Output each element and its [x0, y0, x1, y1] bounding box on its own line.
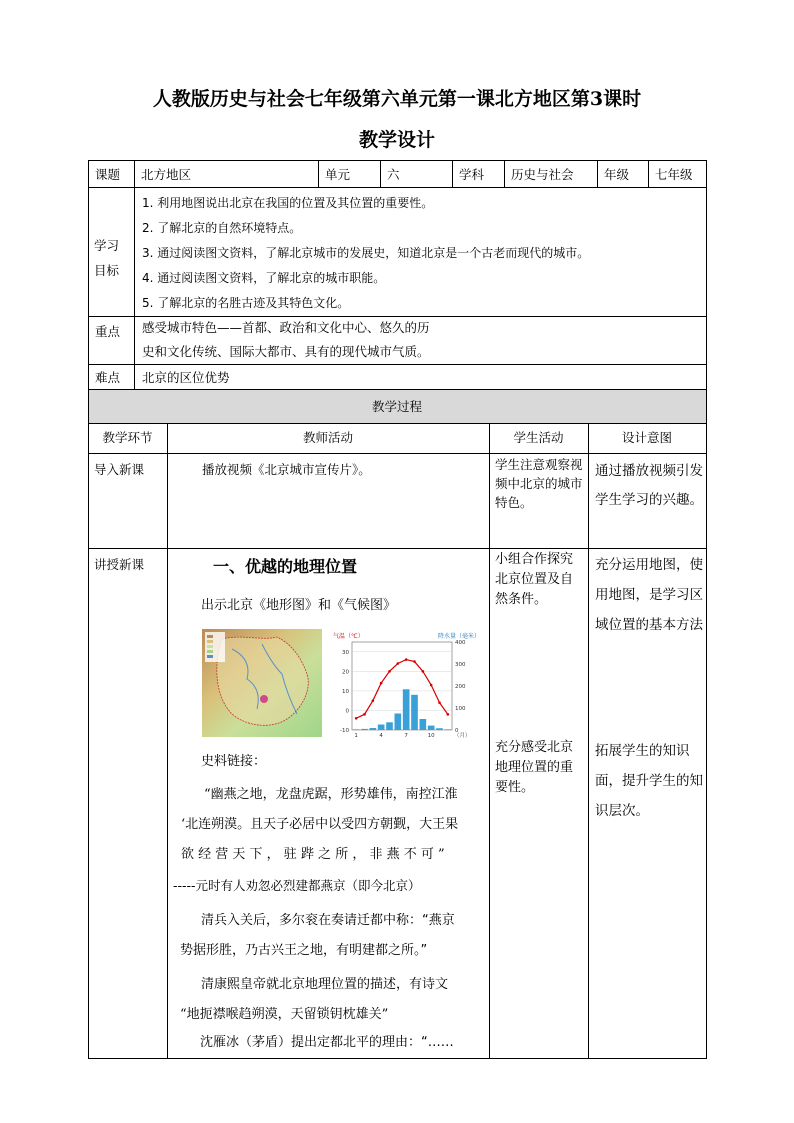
- precip-tick-label: 200: [455, 684, 466, 690]
- temperature-point: [438, 701, 441, 704]
- precip-bar: [411, 695, 418, 730]
- temperature-point: [413, 660, 416, 663]
- goal-item: 5. 了解北京的名胜古迹及其特色文化。: [142, 296, 350, 310]
- precip-tick-label: 100: [455, 706, 466, 712]
- temperature-point: [447, 713, 450, 716]
- quote1-line: “幽燕之地，龙盘虎踞，形势雄伟，南控江淮: [204, 787, 458, 802]
- goal-item: 1. 利用地图说出北京在我国的位置及其位置的重要性。: [142, 196, 434, 210]
- goals-list: [142, 191, 704, 316]
- month-tick-label: 10: [427, 733, 435, 739]
- quote3-line: 清康熙皇帝就北京地理位置的描述，有诗文: [201, 977, 449, 992]
- lesson-intent-1: 充分运用地图，使用地图，是学习区域位置的基本方法: [595, 557, 703, 633]
- unit-value: 六: [387, 167, 400, 182]
- intro-teacher: 播放视频《北京城市宣传片》。: [202, 462, 371, 477]
- difficulty-value: 北京的区位优势: [142, 370, 230, 385]
- quote1: [181, 780, 484, 870]
- table-line: [134, 160, 135, 389]
- goals-label-line1: 学习: [94, 238, 120, 253]
- temperature-point: [355, 717, 358, 720]
- temperature-point: [372, 699, 375, 702]
- temperature-point: [388, 670, 391, 673]
- document-subtitle: 教学设计: [358, 129, 435, 151]
- temperature-point: [422, 670, 425, 673]
- subject-value: 历史与社会: [511, 167, 574, 182]
- intro-student: 学生注意观察视频中北京的城市特色。: [495, 457, 583, 510]
- temperature-point: [405, 658, 408, 661]
- temp-tick-label: 20: [342, 669, 349, 676]
- table-line: [88, 160, 89, 1059]
- subject-label: 学科: [459, 167, 485, 182]
- key-point-line1: 感受城市特色——首都、政治和文化中心、悠久的历: [142, 320, 430, 335]
- goal-item: 4. 通过阅读图文资料，了解北京的城市职能。: [142, 271, 386, 285]
- unit-label: 单元: [325, 167, 351, 182]
- temp-tick-label: 30: [342, 649, 349, 656]
- precip-bar: [403, 689, 410, 730]
- temperature-point: [397, 662, 400, 665]
- precip-bar: [436, 728, 443, 730]
- difficulty-label: 难点: [95, 370, 121, 385]
- precip-tick-label: 300: [455, 662, 466, 668]
- materials-title: 史料链接：: [201, 754, 267, 769]
- temp-tick-label: 10: [342, 688, 349, 695]
- month-tick-label: 7: [404, 733, 408, 739]
- table-line: [88, 423, 707, 424]
- temperature-point: [430, 684, 433, 687]
- quote2: [180, 906, 485, 966]
- precip-bar: [378, 725, 385, 731]
- section-title: 一、优越的地理位置: [213, 557, 358, 576]
- goals-label: [94, 233, 119, 283]
- col-header-teacher: 教师活动: [302, 430, 353, 445]
- precip-bar: [370, 728, 377, 730]
- lesson-stage: 讲授新课: [94, 557, 145, 572]
- goals-label-line2: 目标: [94, 263, 120, 278]
- precip-bar: [395, 714, 402, 731]
- table-line: [88, 548, 707, 549]
- quote3-line: “地扼襟喉趋朔漠，天留锁钥枕雄关”: [180, 1007, 389, 1022]
- precip-bar: [428, 726, 435, 730]
- table-line: [167, 423, 168, 1059]
- col-header-intent: 设计意图: [621, 430, 672, 445]
- table-line: [380, 160, 381, 187]
- key-point-text: [142, 316, 430, 364]
- quote3: [180, 970, 485, 1030]
- quote4: 沈雁冰（茅盾）提出定都北平的理由：“……: [200, 1035, 454, 1050]
- table-line: [88, 389, 707, 390]
- process-header: 教学过程: [371, 399, 422, 414]
- table-line: [588, 423, 589, 1059]
- quote1-source: -----元时有人劝忽必烈建都燕京（即今北京）: [173, 878, 421, 893]
- temp-tick-label: -10: [340, 728, 349, 734]
- beijing-terrain-map: [202, 629, 322, 737]
- key-point-line2: 史和文化传统、国际大都市、具有的现代城市气质。: [142, 344, 430, 359]
- precip-bar: [445, 729, 452, 730]
- goal-item: 3. 通过阅读图文资料，了解北京城市的发展史，知道北京是一个古老而现代的城市。: [142, 246, 590, 260]
- right-axis-label: 降水量（毫米）: [438, 633, 481, 640]
- lesson-intent-2: 拓展学生的知识面，提升学生的知识层次。: [595, 743, 703, 819]
- lesson-student-1: 小组合作探究北京位置及自然条件。: [495, 552, 574, 607]
- lesson-student-2: 充分感受北京地理位置的重要性。: [495, 740, 574, 795]
- goal-item: 2. 了解北京的自然环境特点。: [142, 221, 302, 235]
- table-line: [88, 453, 707, 454]
- left-axis-label: 气温（℃）: [333, 633, 364, 640]
- quote1-line: 欲 经 营 天 下 ， 驻 跸 之 所 ， 非 燕 不 可 ”: [181, 847, 445, 862]
- quote1-line: ‘北连朔漠。且天子必居中以受四方朝觐，大王果: [181, 817, 459, 832]
- precip-bar: [353, 729, 360, 730]
- temperature-point: [380, 682, 383, 685]
- table-line: [88, 364, 707, 365]
- grade-label: 年级: [604, 167, 630, 182]
- temp-tick-label: 0: [345, 708, 349, 715]
- table-line: [88, 1058, 707, 1059]
- precip-bar: [420, 719, 427, 730]
- table-line: [318, 160, 319, 187]
- table-line: [706, 160, 707, 1059]
- table-line: [489, 423, 490, 1059]
- quote2-line: 势据形胜，乃古兴王之地，有明建都之所。”: [180, 943, 428, 958]
- show-maps-text: 出示北京《地形图》和《气候图》: [201, 598, 397, 613]
- month-tick-label: 1: [354, 733, 358, 739]
- table-line: [504, 160, 505, 187]
- table-line: [88, 160, 707, 161]
- topic-value: 北方地区: [141, 167, 192, 182]
- x-axis-label: （月）: [454, 733, 471, 739]
- table-line: [452, 160, 453, 187]
- quote2-line: 清兵入关后，多尔衮在奏请迁都中称：“燕京: [201, 913, 455, 928]
- precip-bar: [361, 729, 368, 730]
- month-tick-label: 4: [379, 733, 383, 739]
- precip-bar: [386, 722, 393, 730]
- document-title: 人教版历史与社会七年级第六单元第一课北方地区第3课时: [152, 88, 642, 110]
- table-line: [88, 187, 707, 188]
- intro-stage: 导入新课: [94, 462, 145, 477]
- col-header-stage: 教学环节: [102, 430, 153, 445]
- table-line: [648, 160, 649, 187]
- temperature-line: [356, 660, 448, 719]
- grade-value: 七年级: [655, 167, 693, 182]
- topic-label: 课题: [95, 167, 121, 182]
- col-header-student: 学生活动: [513, 430, 564, 445]
- table-line: [597, 160, 598, 187]
- temperature-point: [363, 713, 366, 716]
- precip-tick-label: 400: [455, 640, 466, 646]
- intro-intent: 通过播放视频引发学生学习的兴趣。: [595, 463, 703, 508]
- precip-tick-label: 0: [455, 728, 459, 734]
- beijing-climate-chart: [330, 629, 485, 739]
- key-point-label: 重点: [95, 324, 121, 339]
